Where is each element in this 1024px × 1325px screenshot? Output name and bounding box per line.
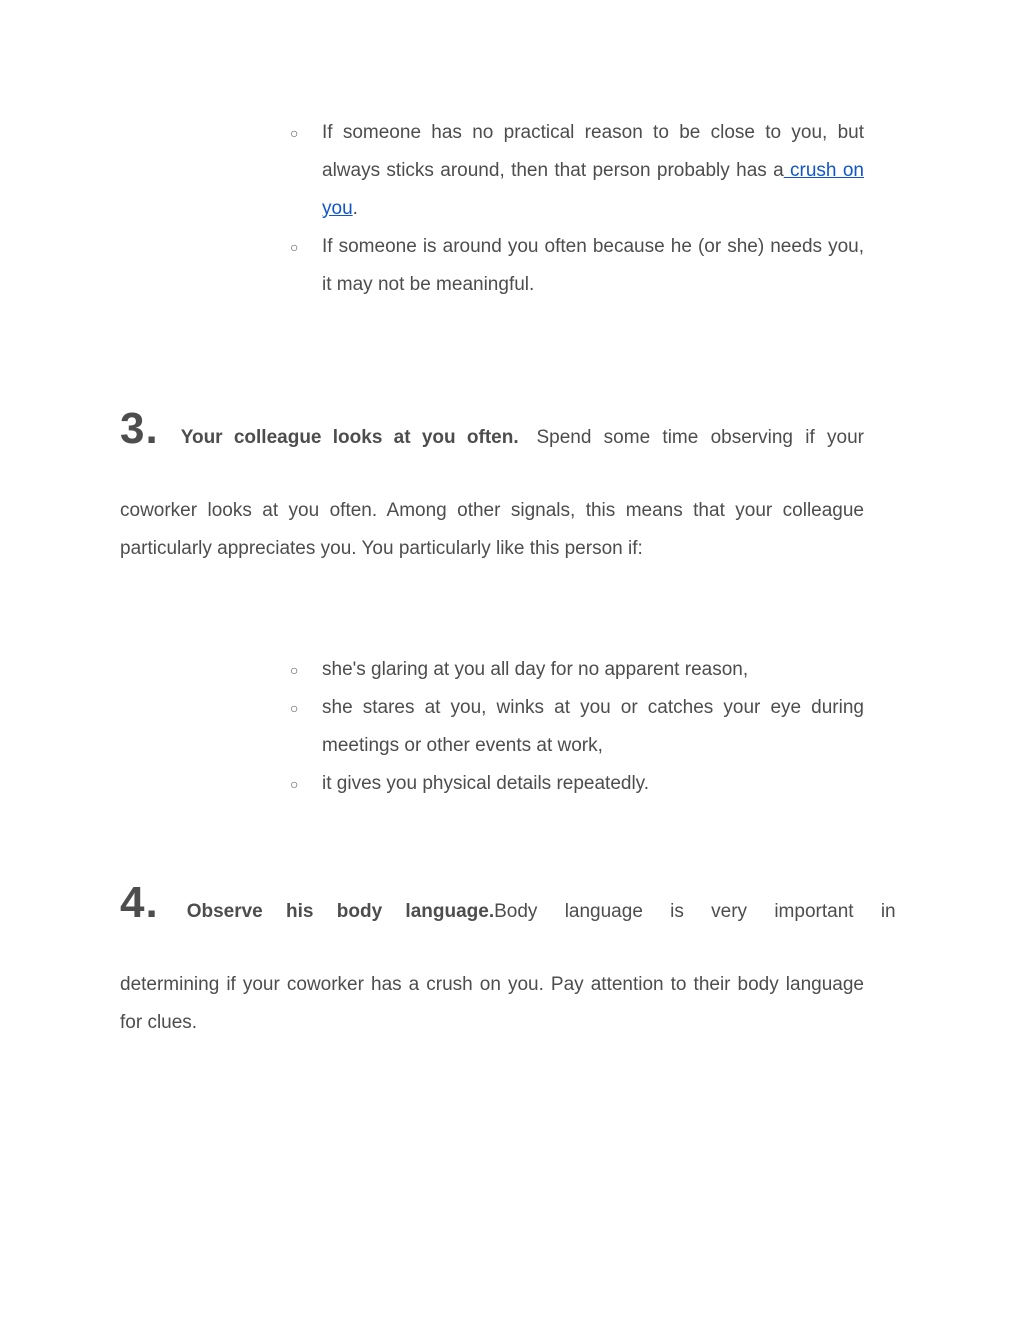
list-item bbox=[290, 651, 864, 689]
step-first-line: Body language is very important in bbox=[494, 901, 896, 922]
list-item-text: If someone has no practical reason to be close to you, but always sticks around, then that person probably has a bbox=[322, 122, 864, 181]
step-title: Your colleague looks at you often. bbox=[180, 427, 519, 448]
list-item bbox=[290, 689, 864, 765]
hollow-circle-bullet-icon: ○ bbox=[290, 662, 299, 678]
step-first-line: Spend some time observing if your bbox=[536, 427, 864, 448]
bullet-list-middle bbox=[290, 651, 864, 803]
list-item bbox=[290, 228, 864, 304]
step-heading-text bbox=[181, 427, 864, 449]
crush-on-you-link[interactable]: crush on you bbox=[322, 160, 864, 219]
list-item-text: it gives you physical details repeatedly. bbox=[322, 773, 650, 794]
hollow-circle-bullet-icon: ○ bbox=[290, 239, 299, 255]
list-item-punct: . bbox=[352, 198, 358, 219]
list-item-text: If someone is around you often because he (or she) needs you, it may not be meaningful. bbox=[322, 236, 864, 295]
step-title: Observe his body language. bbox=[186, 901, 495, 922]
list-item-text: she's glaring at you all day for no apparent reason, bbox=[322, 659, 749, 680]
step-3-heading bbox=[120, 404, 864, 454]
list-item bbox=[290, 114, 864, 228]
step-3-paragraph: coworker looks at you often. Among other signals, this means that your colleague particularly appreciates you. You particularly like this person if: bbox=[120, 500, 864, 559]
step-heading-text bbox=[187, 901, 896, 923]
step-4-heading bbox=[120, 878, 896, 928]
step-4-paragraph: determining if your coworker has a crush on you. Pay attention to their body language for clues. bbox=[120, 974, 864, 1033]
hollow-circle-bullet-icon: ○ bbox=[290, 125, 299, 141]
list-item bbox=[290, 765, 864, 803]
hollow-circle-bullet-icon: ○ bbox=[290, 776, 299, 792]
step-number: 4. bbox=[120, 878, 159, 927]
step-number: 3. bbox=[120, 404, 159, 453]
hollow-circle-bullet-icon: ○ bbox=[290, 700, 299, 716]
list-item-text: she stares at you, winks at you or catches your eye during meetings or other events at work, bbox=[322, 697, 864, 756]
bullet-list-top bbox=[290, 114, 864, 304]
